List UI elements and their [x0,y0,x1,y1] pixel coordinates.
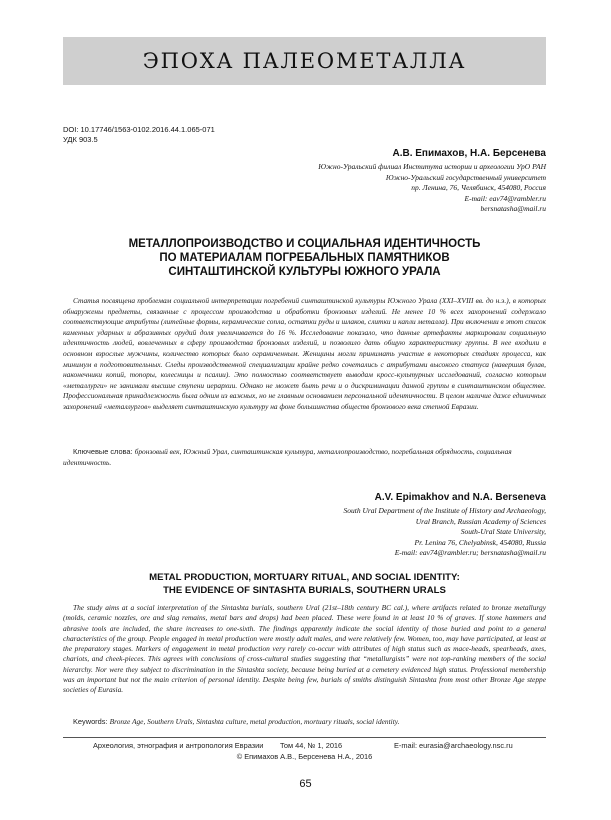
udk-code: УДК 903.5 [63,135,98,144]
keywords-ru-label: Ключевые слова: [73,447,133,456]
footer-email: E-mail: eurasia@archaeology.nsc.ru [394,741,513,750]
affiliation-ru [206,162,546,215]
authors-ru: А.В. Епимахов, Н.А. Берсенева [392,148,546,159]
title-en-line: METAL PRODUCTION, MORTUARY RITUAL, AND SOCIAL IDENTITY: [149,572,460,583]
affiliation-ru-email: E-mail: eav74@rambler.ru [464,193,546,203]
authors-en: A.V. Epimakhov and N.A. Berseneva [374,492,546,503]
affiliation-en [206,506,546,559]
doi: DOI: 10.17746/1563-0102.2016.44.1.065-071 [63,125,215,134]
title-en-line: THE EVIDENCE OF SINTASHTA BURIALS, SOUTHERN URALS [163,584,446,596]
footer-journal: Археология, этнография и антропология Евразии [93,741,264,750]
section-title: ЭПОХА ПАЛЕОМЕТАЛЛА [142,49,467,73]
affiliation-en-line: Pr. Lenina 76, Chelyabinsk, 454080, Russia [414,537,546,547]
keywords-ru-text: бронзовый век, Южный Урал, синташтинская культура, металлопроизводство, погребальная обрядность, социальная идентичность. [63,447,512,467]
affiliation-ru-email: bersnatasha@mail.ru [480,204,546,213]
keywords-ru [63,447,546,468]
affiliation-en-line: South-Ural State University, [460,527,546,536]
affiliation-ru-line: пр. Ленина, 76, Челябинск, 454080, Россия [411,183,546,192]
article-title-en [63,572,546,597]
keywords-en-label: Keywords: [73,717,108,726]
affiliation-en-line: Ural Branch, Russian Academy of Sciences [415,516,546,526]
affiliation-ru-line: Южно-Уральский филиал Института истории и археологии УрО РАН [318,162,546,171]
abstract-en: The study aims at a social interpretation of the Sintashta burials, southern Ural (21st–18th century BC cal.), where artifacts related to bronze metallurgy (molds, ceramic nozzles, ore and slag remains, metal bars and drops) had been placed. These were found in at least 10 % of graves. If stone hammers and abrasive tools are included, the share increases to one-sixth. The findings apparently indicate the social identity of those buried and point to a general characteristics of the group. People engaged in metal production were mostly adult males, and were relatively few. Women, too, may have participated, at least at the preparatory stages. Markers of engagement in metal production very rarely co-occur with attributes of high status such as mace-heads, spearheads, axes, chariots, and cheek-pieces. This agrees with conclusions of cross-cultural studies suggesting that “metallurgists” were not top-ranking members of the social hierarchy. Nor were they subject to discrimination in the Sintashta society, because being buried at a cemetery evidenced high status. Professional membership was an important but not the main criterion of personal identity. Despite being few, burials of smiths distinguish Sintashta from most other Bronze Age steppe societies of Eurasia. [63,603,546,695]
title-ru-line: ПО МАТЕРИАЛАМ ПОГРЕБАЛЬНЫХ ПАМЯТНИКОВ [159,252,450,264]
title-ru-line: СИНТАШТИНСКОЙ КУЛЬТУРЫ ЮЖНОГО УРАЛА [168,266,441,278]
keywords-en [63,717,546,728]
page-number: 65 [299,778,312,790]
article-title-ru [63,237,546,279]
title-ru-line: МЕТАЛЛОПРОИЗВОДСТВО И СОЦИАЛЬНАЯ ИДЕНТИЧНОСТЬ [128,238,481,250]
footer-volume: Том 44, № 1, 2016 [280,741,343,750]
affiliation-en-line: South Ural Department of the Institute of History and Archaeology, [343,506,546,515]
footer-copyright: © Епимахов А.В., Берсенева Н.А., 2016 [236,752,373,761]
footer-divider [63,737,546,738]
abstract-ru: Статья посвящена проблемам социальной интерпретации погребений синташтинской культуры Южного Урала (XXI–XVIII вв. до н.э.), в которых обнаружены предметы, связанные с процессом производства и обработки бронзовых изделий. Не менее 10 % всех захоронений содержало соответствующие атрибуты (литейные формы, керамические сопла, остатки руды и шлаков, слитки и капли металла). При включении в этот список каменных ударных и абразивных орудий доля увеличивается до 16 %. Исследование показало, что данные артефакты маркировали социальную идентичность людей, вовлеченных в сферу производства бронзовых изделий, и позволило дать общую характеристику группы. В нее входили в основном взрослые мужчины, количество которых было ограниченным. Женщины могли принимать участие в некоторых стадиях процесса, как минимум в подготовительных. Следы производственной специализации крайне редко сочетались с атрибутами высокого статуса (навершия булав, наконечники копий, топоры, колесницы и псалии). Это полностью соответствует выводам кросс-культурных исследований, согласно которым «металлурги» не занимали высшие ступени иерархии. Однако не может быть речи и о дискриминации данной группы в синташтинском обществе. Профессиональная принадлежность была одним из важных, но не главным основанием персональной идентичности. В целом наличие даже единичных захоронений «металлургов» выделяет синташтинскую культуру на фоне большинства обществ бронзового века степной Евразии. [63,296,546,411]
affiliation-ru-line: Южно-Уральский государственный университет [385,172,546,182]
affiliation-en-email: E-mail: eav74@rambler.ru; bersnatasha@mail.ru [394,548,546,557]
keywords-en-text: Bronze Age, Southern Urals, Sintashta culture, metal production, mortuary rituals, social identity. [109,717,400,726]
section-banner [63,37,546,85]
